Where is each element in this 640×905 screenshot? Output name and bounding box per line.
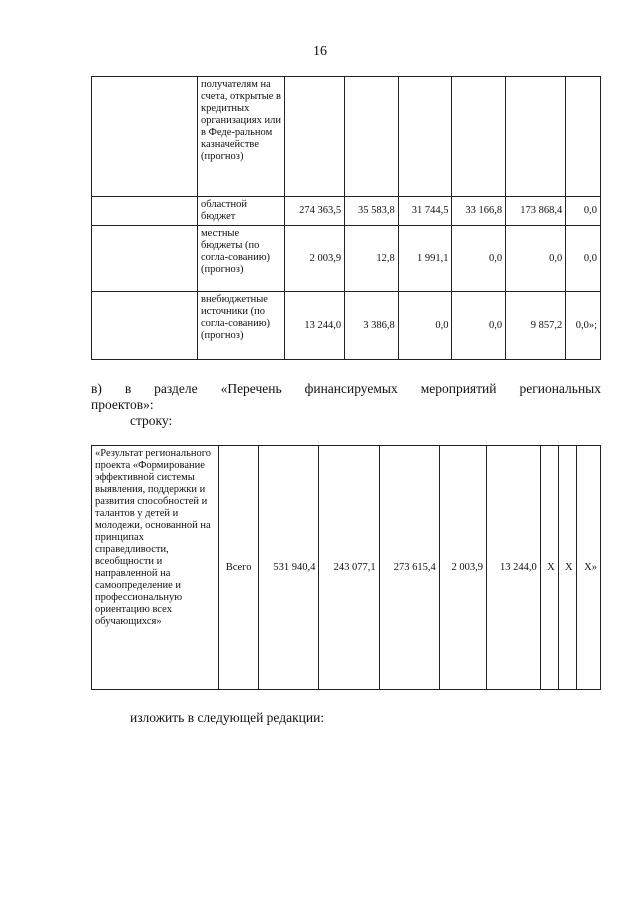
empty-cell: [92, 292, 198, 360]
cell: 273 615,4: [379, 446, 439, 690]
paragraph-section-heading: в) в разделе «Перечень финансируемых мероприятий региональных: [91, 381, 601, 396]
cell: 243 077,1: [319, 446, 379, 690]
empty-cell: [92, 77, 198, 197]
table-row: [92, 292, 601, 360]
cell: [345, 77, 399, 197]
cell: 274 363,5: [285, 197, 345, 226]
table-row: [92, 197, 601, 226]
cell: 31 744,5: [398, 197, 452, 226]
cell: 0,0: [452, 292, 506, 360]
table-row: [92, 77, 601, 197]
row-label: внебюджетные источники (по согла-сованию) (прогноз): [198, 292, 285, 360]
row-label: местные бюджеты (по согла-сованию) (прогноз): [198, 226, 285, 292]
cell: 0,0: [566, 226, 601, 292]
table-row: [92, 446, 601, 690]
cell: [566, 77, 601, 197]
cell: [452, 77, 506, 197]
cell: 35 583,8: [345, 197, 399, 226]
paragraph-row-intro: строку:: [130, 413, 173, 428]
cell: Х: [540, 446, 558, 690]
cell: 13 244,0: [285, 292, 345, 360]
cell: [506, 77, 566, 197]
empty-cell: [92, 226, 198, 292]
page-number: 16: [313, 44, 327, 59]
cell: Х»: [576, 446, 600, 690]
project-result-table: [91, 445, 601, 690]
cell: 33 166,8: [452, 197, 506, 226]
paragraph-section-heading-cont: проектов»:: [91, 397, 154, 412]
total-label-cell: Всего: [219, 446, 259, 690]
row-label: областной бюджет: [198, 197, 285, 226]
empty-cell: [92, 197, 198, 226]
row-label: «Результат регионального проекта «Формирование эффективной системы выявления, поддержки и развития способностей и талантов у детей и молодежи, основанной на принципах справедливости, всеобщности и направленной на самоопределение и профессиональную ориентацию всех обучающихся»: [92, 446, 219, 690]
cell: 0,0: [566, 197, 601, 226]
cell: 531 940,4: [259, 446, 319, 690]
budget-table: [91, 76, 601, 360]
cell: 0,0»;: [566, 292, 601, 360]
cell: 2 003,9: [285, 226, 345, 292]
cell: [285, 77, 345, 197]
cell: 1 991,1: [398, 226, 452, 292]
cell: 173 868,4: [506, 197, 566, 226]
cell: [398, 77, 452, 197]
cell: 2 003,9: [439, 446, 486, 690]
table-row: [92, 226, 601, 292]
cell: 0,0: [452, 226, 506, 292]
cell: 0,0: [398, 292, 452, 360]
cell: 0,0: [506, 226, 566, 292]
row-label: получателям на счета, открытые в кредитных организациях или в Феде-ральном казначействе (прогноз): [198, 77, 285, 197]
cell: 12,8: [345, 226, 399, 292]
paragraph-instruction: изложить в следующей редакции:: [130, 710, 325, 725]
cell: 3 386,8: [345, 292, 399, 360]
cell: 9 857,2: [506, 292, 566, 360]
cell: 13 244,0: [487, 446, 541, 690]
cell: Х: [558, 446, 576, 690]
